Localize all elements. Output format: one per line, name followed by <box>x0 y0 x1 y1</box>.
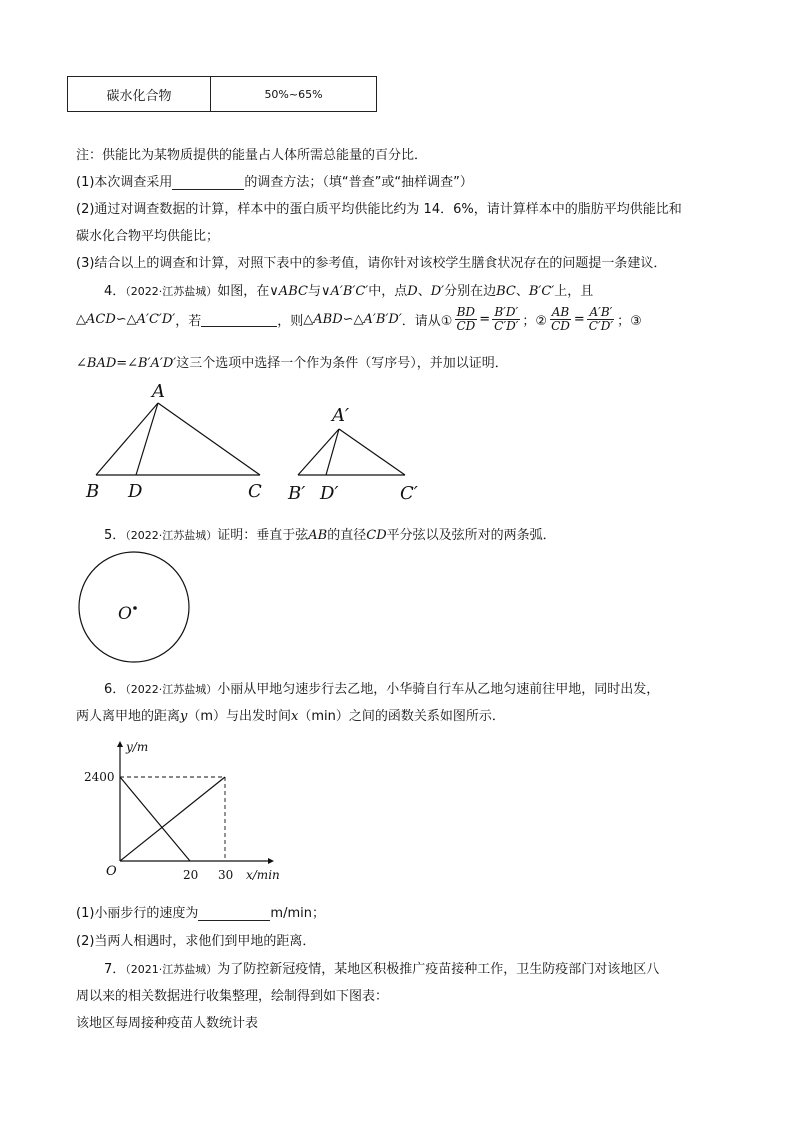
fraction-numerator: AB <box>551 305 570 319</box>
q7-line2: 周以来的相关数据进行收集整理，绘制得到如下图表： <box>76 989 389 1004</box>
q4-text: 如图，在 <box>217 284 270 299</box>
tri1-side-ac <box>158 403 260 475</box>
q7-source: （2021·江苏盐城） <box>125 963 218 976</box>
q3-part1 <box>76 171 473 190</box>
q4-text: 中，点 <box>368 284 408 299</box>
q4-blank[interactable] <box>201 312 277 327</box>
q6-part1-after: m/min； <box>270 906 325 921</box>
q6-part1-blank[interactable] <box>198 906 270 921</box>
tri2-label-d: D′ <box>320 483 339 504</box>
q6-text: （min）之间的函数关系如图所示． <box>298 709 505 724</box>
q4-equals: = <box>573 312 585 327</box>
fraction-numerator: B′D′ <box>494 305 519 319</box>
q7-number: 7． <box>104 962 126 977</box>
q4-fraction-bd-cd <box>454 306 477 333</box>
q4-text: ，若 <box>175 314 202 329</box>
q4-similarity-2: △ABD∽△A′B′D′ <box>303 312 402 327</box>
q4-text: 分别在边 <box>444 284 497 299</box>
nutrition-table <box>67 76 377 112</box>
q3-part1-after: 的调查方法；（填“普查”或“抽样调查”） <box>244 175 473 190</box>
q6-source: （2022·江苏盐城） <box>125 683 218 696</box>
tri1-label-a: A <box>152 381 165 402</box>
q3-part2-line1: (2)通过对调查数据的计算，样本中的蛋白质平均供能比约为 14．6%，请计算样本中的脂肪平均供能比和 <box>76 202 682 217</box>
q4-line1 <box>104 280 593 299</box>
tri1-segment-ad <box>136 403 158 475</box>
q4-fraction-ab-cd <box>549 306 572 333</box>
q3-part3: (3)结合以上的调查和计算，对照下表中的参考值，请你针对该校学生膳食状况存在的问题提一条建议． <box>76 256 667 271</box>
table-cell-value: 50%~65% <box>264 87 323 101</box>
q4-angle-condition: ∠BAD=∠B′A′D′ <box>76 356 177 371</box>
q6-var-x: x <box>291 709 299 724</box>
q5-circle-figure <box>76 549 196 669</box>
fraction-denominator: CD <box>456 319 476 333</box>
center-point <box>133 606 137 610</box>
tri2-side-ac <box>339 429 405 475</box>
q6-distance-time-chart <box>84 735 300 885</box>
q7-text: 为了防控新冠疫情，某地区积极推广疫苗接种工作，卫生防疫部门对该地区八 <box>217 962 660 977</box>
q4-line3 <box>76 352 508 371</box>
q4-point-d-prime: D′ <box>430 284 445 299</box>
q7-table-title: 该地区每周接种疫苗人数统计表 <box>76 1016 259 1031</box>
q4-text: ；③ <box>617 314 642 329</box>
q4-fraction-ab-cd-prime <box>587 306 615 333</box>
tri2-label-a: A′ <box>332 405 350 426</box>
fraction-denominator: CD <box>551 319 570 333</box>
tri2-label-c: C′ <box>400 483 418 504</box>
q5-diameter-cd: CD <box>366 528 387 543</box>
x-tick-label: 30 <box>218 868 234 882</box>
q6-line1 <box>104 678 659 697</box>
q5-text: 证明：垂直于弦 <box>217 528 309 543</box>
fraction-denominator: C′D′ <box>588 319 614 333</box>
q4-text: 、 <box>515 284 529 299</box>
q4-triangle-abc: ∨ABC <box>269 284 308 299</box>
q4-text: 与 <box>307 284 321 299</box>
q5-number: 5． <box>104 528 126 543</box>
q5-source: （2022·江苏盐城） <box>125 529 218 542</box>
q4-text: ．请从① <box>401 314 453 329</box>
q6-part2: (2)当两人相遇时，求他们到甲地的距离． <box>76 934 316 949</box>
q5-text: 的直径 <box>327 528 367 543</box>
origin-label: O <box>106 864 117 879</box>
q6-part1 <box>76 902 325 921</box>
x-axis-arrow <box>268 858 274 864</box>
x-tick-label: 20 <box>183 868 199 882</box>
q6-text: 小丽从甲地匀速步行去乙地，小华骑自行车从乙地匀速前往甲地，同时出发， <box>217 682 660 697</box>
q7-line1 <box>104 958 659 977</box>
q4-triangle-figures <box>80 375 430 505</box>
q4-edge-bc: BC <box>496 284 516 299</box>
y-axis-label: y/m <box>126 740 149 754</box>
fraction-numerator: A′B′ <box>589 305 613 319</box>
q4-text: 上，且 <box>554 284 594 299</box>
y-tick-label: 2400 <box>84 770 115 784</box>
q4-edge-bc-prime: B′C′ <box>528 284 555 299</box>
q6-text: （m）与出发时间 <box>187 709 292 724</box>
tri1-label-d: D <box>128 481 143 502</box>
q3-part1-before: (1)本次调查采用 <box>76 175 173 190</box>
tri1-side-ab <box>96 403 158 475</box>
q6-number: 6． <box>104 682 126 697</box>
q4-text: ，则 <box>277 314 304 329</box>
q4-similarity-1: △ACD∽△A′C′D′ <box>76 312 176 327</box>
q4-point-d: D <box>407 284 418 299</box>
table-cell-label: 碳水化合物 <box>68 77 211 111</box>
q6-text: 两人离甲地的距离 <box>76 709 181 724</box>
q4-text: 这三个选项中选择一个作为条件（写序号），并加以证明． <box>176 356 508 371</box>
q6-part1-before: (1)小丽步行的速度为 <box>76 906 199 921</box>
center-label-o: O <box>118 604 132 624</box>
tri2-label-b: B′ <box>288 483 306 504</box>
q5-text: 平分弦以及弦所对的两条弧． <box>386 528 556 543</box>
tri1-label-c: C <box>248 481 262 502</box>
q4-fraction-bd-cd-prime <box>492 306 520 333</box>
q6-line2 <box>76 705 505 724</box>
fraction-numerator: BD <box>456 305 476 319</box>
q6-var-y: y <box>180 709 188 724</box>
q4-triangle-abc-prime: ∨A′B′C′ <box>320 284 369 299</box>
q3-part2-line2: 碳水化合物平均供能比； <box>76 229 220 244</box>
q4-source: （2022·江苏盐城） <box>125 285 218 298</box>
q4-equals: = <box>479 312 491 327</box>
fraction-denominator: C′D′ <box>494 319 519 333</box>
q4-text: ；② <box>522 314 548 329</box>
series-line-1 <box>120 777 225 861</box>
q4-text: 、 <box>417 284 431 299</box>
q3-part1-blank[interactable] <box>172 175 244 190</box>
q5-chord-ab: AB <box>308 528 328 543</box>
q4-number: 4． <box>104 284 126 299</box>
note-text: 注：供能比为某物质提供的能量占人体所需总能量的百分比． <box>76 148 428 163</box>
x-axis-label: x/min <box>246 868 280 882</box>
q5-line <box>104 524 556 543</box>
q4-line2 <box>76 306 642 333</box>
series-line-2 <box>120 777 190 861</box>
y-axis-arrow <box>117 741 123 747</box>
tri1-label-b: B <box>86 481 100 502</box>
